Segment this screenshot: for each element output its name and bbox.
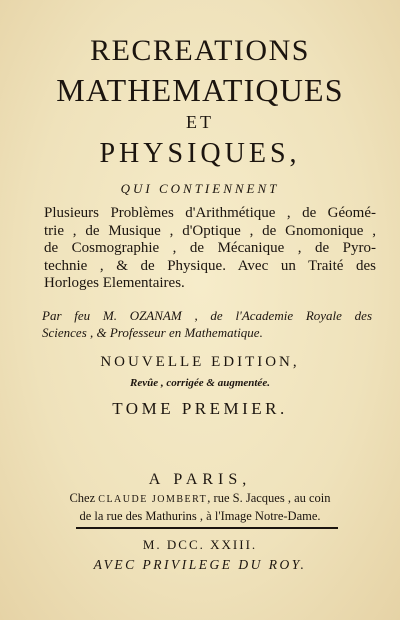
- description-line: technie , & de Physique. Avec un Traité des: [44, 257, 376, 274]
- description-line: de Cosmographie , de Mécanique , de Pyro-: [44, 240, 376, 256]
- imprint-suffix: , rue S. Jacques , au coin: [207, 491, 331, 505]
- title-line-mathematiques: MATHEMATIQUES: [56, 72, 344, 108]
- description-block: [44, 205, 376, 293]
- description-line: Plusieurs Problèmes d'Arithmétique , de Géomé-: [44, 205, 376, 221]
- title-line-physiques: PHYSIQUES,: [99, 138, 301, 169]
- publication-year: M. DCC. XXIII.: [142, 537, 258, 552]
- contents-heading: QUI CONTIENNENT: [120, 181, 280, 196]
- title-line-recreations: RECREATIONS: [90, 34, 310, 67]
- volume-label: TOME PREMIER.: [112, 399, 288, 418]
- imprint-prefix: Chez: [69, 491, 96, 505]
- printer-name: CLAUDE JOMBERT: [98, 494, 208, 505]
- author-line: Par feu M. OZANAM , de l'Academie Royale des: [42, 308, 372, 323]
- royal-privilege: AVEC PRIVILEGE DU ROY.: [93, 557, 307, 572]
- description-line: trie , de Musique , d'Optique , de Gnomonique ,: [44, 222, 376, 239]
- revision-notice: Revûe , corrigée & augmentée.: [130, 377, 270, 389]
- author-line: Sciences , & Professeur en Mathematique.: [42, 325, 263, 340]
- description-line: Horloges Elementaires.: [44, 275, 185, 291]
- title-line-et: ET: [186, 112, 214, 132]
- edition-notice: NOUVELLE EDITION,: [100, 354, 300, 370]
- imprint-rule: [76, 527, 338, 529]
- imprint-address-line: de la rue des Mathurins , à l'Image Notre-Dame.: [79, 509, 321, 523]
- imprint-printer-line: [0, 492, 400, 505]
- imprint-city: A PARIS,: [148, 471, 252, 488]
- author-block: [42, 307, 372, 341]
